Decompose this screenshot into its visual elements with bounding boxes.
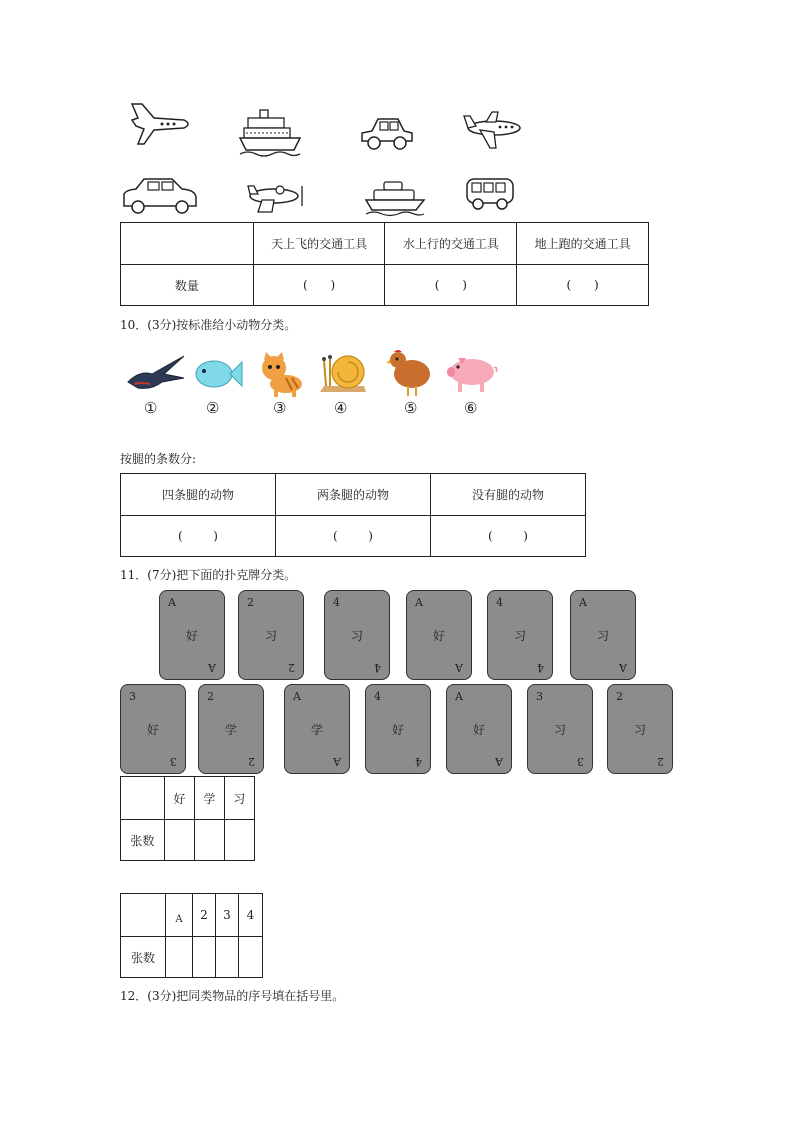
card-character: 好: [185, 629, 198, 643]
card-corner: 4: [374, 661, 381, 674]
card-character: 习: [264, 629, 277, 643]
card-character: 好: [146, 723, 159, 737]
animal-table: [120, 473, 586, 557]
poker-card: [607, 684, 673, 774]
card-corner: 2: [288, 661, 295, 674]
airplane-icon: [460, 108, 524, 152]
table-header-cell: 地上跑的交通工具: [517, 223, 649, 265]
card-character: 习: [633, 723, 646, 737]
answer-cell[interactable]: [224, 820, 254, 861]
poker-card: [120, 684, 186, 774]
card-corner: 4: [537, 661, 544, 674]
card-corner: A: [208, 661, 216, 674]
row-label: 数量: [121, 265, 254, 306]
ship-icon: [238, 108, 302, 158]
fish-icon: [192, 356, 244, 392]
answer-blank[interactable]: ( ): [517, 265, 649, 306]
ship-icon: [364, 180, 426, 216]
table-header-cell: [121, 223, 254, 265]
card-character: 习: [553, 723, 566, 737]
animal-number: ①: [144, 399, 158, 417]
card-corner: 3: [129, 690, 136, 703]
answer-blank[interactable]: ( ): [431, 516, 586, 557]
card-corner: 2: [207, 690, 214, 703]
question-11-title: 11．(7分)把下面的扑克牌分类。: [120, 568, 297, 582]
character-count-table: [120, 776, 255, 861]
snail-icon: [318, 350, 368, 396]
card-corner: 2: [616, 690, 623, 703]
car-icon: [358, 115, 416, 153]
question-10-title: 10．(3分)按标准给小动物分类。: [120, 318, 297, 332]
card-corner: A: [455, 661, 463, 674]
cat-icon: [258, 352, 306, 398]
card-corner: 3: [577, 755, 584, 768]
poker-card: [446, 684, 512, 774]
table-header-cell: 四条腿的动物: [121, 474, 276, 516]
hen-icon: [388, 348, 434, 398]
animal-number: ②: [206, 399, 220, 417]
answer-cell[interactable]: [239, 937, 263, 978]
card-character: 习: [350, 629, 363, 643]
question-12-title: 12．(3分)把同类物品的序号填在括号里。: [120, 989, 345, 1003]
poker-card: [570, 590, 636, 680]
airplane-icon: [128, 98, 194, 148]
table-header-cell: 2: [193, 894, 216, 937]
answer-blank[interactable]: ( ): [121, 516, 276, 557]
row-label: 张数: [121, 937, 166, 978]
card-character: 好: [472, 723, 485, 737]
card-corner: 4: [496, 596, 503, 609]
table-header-cell: 4: [239, 894, 263, 937]
card-corner: A: [579, 596, 587, 609]
table-header-cell: 没有腿的动物: [431, 474, 586, 516]
poker-card: [284, 684, 350, 774]
answer-cell[interactable]: [195, 820, 224, 861]
vehicle-table: [120, 222, 649, 306]
animal-number: ⑤: [404, 399, 418, 417]
answer-blank[interactable]: ( ): [385, 265, 517, 306]
table-header-cell: A: [166, 894, 193, 937]
classification-criterion: 按腿的条数分:: [120, 452, 197, 466]
card-corner: A: [455, 690, 463, 703]
card-character: 习: [596, 629, 609, 643]
card-corner: A: [619, 661, 627, 674]
poker-card: [406, 590, 472, 680]
poker-card: [198, 684, 264, 774]
card-character: 好: [432, 629, 445, 643]
pig-icon: [446, 354, 500, 394]
car-icon: [120, 176, 200, 216]
answer-blank[interactable]: ( ): [253, 265, 385, 306]
swallow-icon: [124, 352, 186, 396]
card-value-count-table: [120, 893, 263, 978]
airplane-icon: [244, 180, 306, 214]
card-corner: A: [333, 755, 341, 768]
animal-number: ③: [273, 399, 287, 417]
answer-cell[interactable]: [193, 937, 216, 978]
table-header-cell: [121, 777, 165, 820]
table-header-cell: 天上飞的交通工具: [253, 223, 385, 265]
table-header-cell: 两条腿的动物: [276, 474, 431, 516]
card-character: 习: [513, 629, 526, 643]
card-corner: 4: [374, 690, 381, 703]
table-header-cell: 学: [195, 777, 224, 820]
card-corner: 2: [248, 755, 255, 768]
bus-icon: [464, 176, 516, 212]
poker-card: [159, 590, 225, 680]
answer-cell[interactable]: [166, 937, 193, 978]
poker-card: [365, 684, 431, 774]
card-corner: A: [293, 690, 301, 703]
answer-cell[interactable]: [164, 820, 194, 861]
table-header-cell: [121, 894, 166, 937]
card-corner: 2: [247, 596, 254, 609]
card-character: 学: [224, 723, 237, 737]
poker-card: [527, 684, 593, 774]
animal-number: ⑥: [464, 399, 478, 417]
card-corner: A: [168, 596, 176, 609]
card-corner: 3: [536, 690, 543, 703]
table-header-cell: 3: [216, 894, 239, 937]
poker-card: [238, 590, 304, 680]
answer-blank[interactable]: ( ): [276, 516, 431, 557]
poker-card: [324, 590, 390, 680]
animal-number: ④: [334, 399, 348, 417]
card-corner: A: [495, 755, 503, 768]
card-corner: 2: [657, 755, 664, 768]
table-header-cell: 习: [224, 777, 254, 820]
answer-cell[interactable]: [216, 937, 239, 978]
row-label: 张数: [121, 820, 165, 861]
card-character: 学: [310, 723, 323, 737]
card-character: 好: [391, 723, 404, 737]
table-header-cell: 好: [164, 777, 194, 820]
card-corner: 4: [415, 755, 422, 768]
poker-card: [487, 590, 553, 680]
card-corner: 3: [170, 755, 177, 768]
table-header-cell: 水上行的交通工具: [385, 223, 517, 265]
card-corner: A: [415, 596, 423, 609]
card-corner: 4: [333, 596, 340, 609]
